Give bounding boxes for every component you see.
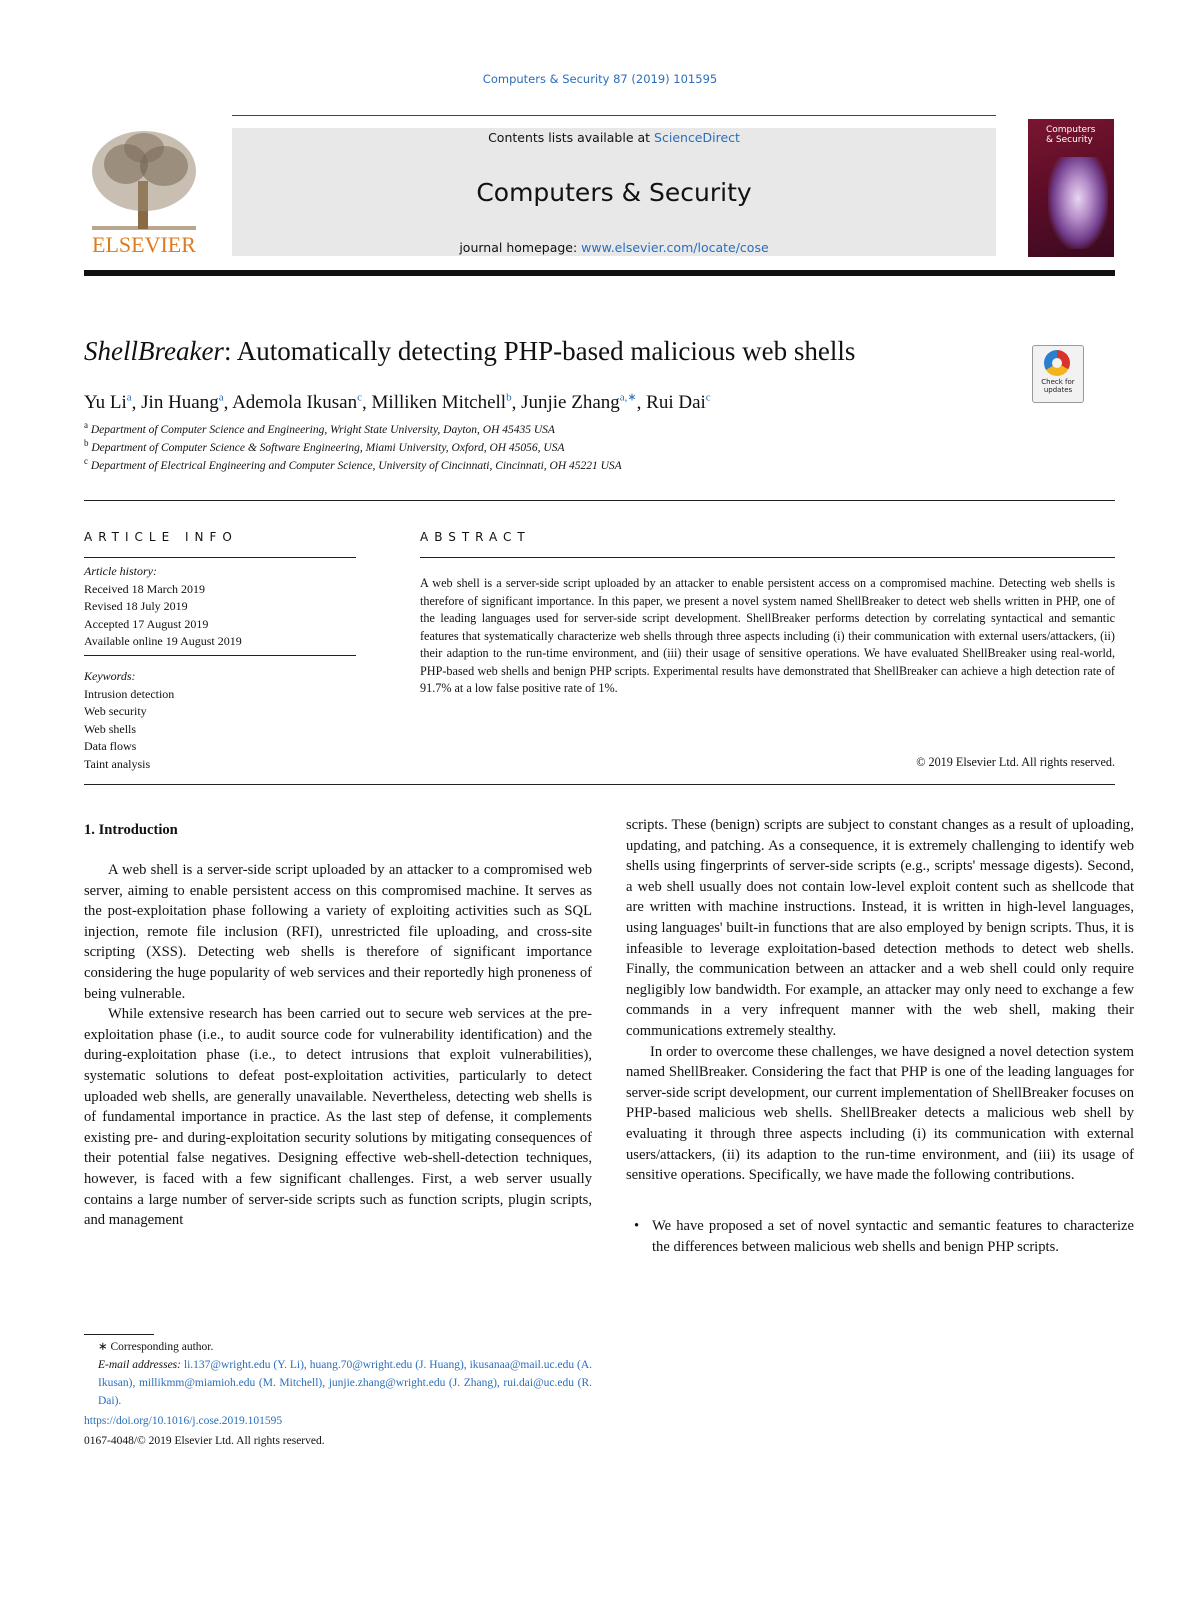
info-rule: [84, 655, 356, 656]
section-rule: [84, 500, 1115, 501]
article-info-heading: ARTICLE INFO: [84, 530, 238, 544]
email-addresses: [84, 1356, 592, 1410]
keywords-label: Keywords:: [84, 669, 136, 683]
paragraph: While extensive research has been carried out to secure web services at the pre-exploitation phase (i.e., to audit source code for vulnerability identification) and the during-exploitation phase (i.e., to detect intrusions that exploit vulnerabilities), systematic solutions to defeat post-exploitation activities, particularly to detect uploaded web shells, are generally unavailable. Nevertheless, detecting web shells is of fundamental importance in practice. As the last step of defense, it complements existing pre- and during-exploitation security solutions by mitigating consequences of their potential false negatives. Designing effective web-shell-detection techniques, however, is faced with a few significant challenges. First, a web server usually contains a large number of server-side scripts such as function scripts, plugin scripts, and management: [84, 1006, 592, 1229]
paper-title: [84, 336, 855, 367]
body-column-right: [626, 815, 1134, 1186]
header-thick-rule: [84, 270, 1115, 276]
homepage-link[interactable]: www.elsevier.com/locate/cose: [581, 240, 769, 255]
bullet-text: We have proposed a set of novel syntactic and semantic features to characterize the differences between malicious web shells and benign PHP scripts.: [652, 1218, 1134, 1255]
author[interactable]: Ademola Ikusan$^c$: [232, 392, 363, 414]
title-rest: : Automatically detecting PHP-based malicious web shells: [223, 336, 856, 366]
abstract-rule: [420, 557, 1115, 558]
title-italic: ShellBreaker: [84, 336, 224, 366]
check-updates-label: Check for updates: [1041, 378, 1075, 394]
footnotes: [84, 1338, 592, 1410]
author[interactable]: Rui Dai$^c$: [646, 392, 711, 414]
footnote-rule: [84, 1334, 154, 1335]
abstract-copyright: © 2019 Elsevier Ltd. All rights reserved.: [916, 755, 1115, 769]
check-for-updates-badge[interactable]: [1032, 345, 1084, 403]
contribution-bullet: [634, 1216, 1134, 1257]
elsevier-logo: [84, 126, 204, 258]
keywords: [84, 668, 174, 773]
keyword: Data flows: [84, 739, 137, 753]
publisher-name: ELSEVIER: [92, 232, 196, 257]
affiliation: $^a$ Department of Computer Science and Engineering, Wright State University, Dayton, OH 45435 USA: [84, 420, 555, 436]
paragraph: scripts. These (benign) scripts are subject to constant changes as a result of uploading, updating, and patching. As a consequence, it is extremely challenging to identify web shells using fingerprints of server-side scripts (e.g., scripts' message digests). Second, a web shell usually does not contain low-level exploit content such as shellcode that are written with machine instructions. Instead, it is written in high-level languages, using languages' built-in functions that are also employed by benign scripts. Thus, it is infeasible to leverage exploitation-based detection methods to detect web shells. Finally, the communication between an attacker and a web shell could only require negligibly low bandwidth. For example, an attacker may only need to exchange a few commands in a very infrequent manner with the web shell, making their communications extremely stealthy.: [626, 817, 1134, 1039]
author[interactable]: Milliken Mitchell$^b$: [371, 392, 512, 414]
cover-artwork: [1048, 157, 1108, 249]
homepage-prefix: journal homepage:: [459, 240, 582, 255]
paragraph: A web shell is a server-side script uploaded by an attacker to a compromised web server, aiming to enable persistent access on this compromised machine. It serves as the post-exploitation phase following a variety of exploiting activities such as SQL injection, remote file inclusion (RFI), unrestricted file uploading, and cross-site scripting (XSS). Detecting web shells is therefore of significant importance considering the huge popularity of web services and their reportedly high proneness of being vulnerable.: [84, 862, 592, 1002]
keyword: Intrusion detection: [84, 686, 175, 701]
section-heading: 1. Introduction: [84, 822, 178, 838]
journal-cover: [1028, 119, 1114, 257]
email-list[interactable]: li.137@wright.edu (Y. Li), huang.70@wright.edu (J. Huang), ikusanaa@mail.uc.edu (A. Ikusan), millikmm@miamioh.edu (M. Mitchell), junjie.zhang@wright.edu (J. Zhang), rui.dai@uc.edu (R. Dai).: [98, 1359, 592, 1407]
body-column-left: [84, 860, 592, 1231]
keyword: Taint analysis: [84, 756, 151, 771]
sciencedirect-link[interactable]: ScienceDirect: [654, 130, 740, 145]
paragraph: In order to overcome these challenges, we have designed a novel detection system named ShellBreaker. Considering the fact that PHP is one of the leading languages for server-side script development, our current implementation of ShellBreaker focuses on PHP-based malicious web shells. ShellBreaker detects a malicious web shell by evaluating it through three aspects including (i) its communication with external users/attackers, (ii) its adaption to the run-time environment, and (iii) its usage of sensitive operations. Specifically, we have made the following contributions.: [626, 1043, 1134, 1184]
history-item: Received 18 March 2019: [84, 581, 205, 596]
issn-line: 0167-4048/© 2019 Elsevier Ltd. All rights reserved.: [84, 1435, 325, 1447]
section-rule: [84, 784, 1115, 785]
check-updates-icon: [1044, 350, 1070, 376]
affiliation: $^b$ Department of Computer Science & Software Engineering, Miami University, Oxford, OH 45056, USA: [84, 438, 565, 454]
journal-reference[interactable]: Computers & Security 87 (2019) 101595: [482, 72, 718, 86]
history-item: Revised 18 July 2019: [84, 599, 188, 613]
header-rule: [232, 115, 996, 116]
elsevier-tree-icon: [84, 126, 204, 258]
abstract-text: A web shell is a server-side script uploaded by an attacker to enable persistent access on a compromised machine. Detecting web shells is therefore of significant importance. In this paper, we present a novel system named ShellBreaker to detect web shells written in PHP, one of the leading languages used for server-side script development. ShellBreaker performs detection by correlating syntactical and semantic features that systematically characterize web shells through three aspects including (i) their communication with external users/attackers, (ii) their adaption to the run-time environment, and (iii) their usage of sensitive operations. We have evaluated ShellBreaker using real-world, PHP-based web shells and benign PHP scripts. Experimental results have demonstrated that ShellBreaker can achieve a high detection rate of 91.7% at a low false positive rate of 1%.: [420, 576, 1115, 695]
history-item: Accepted 17 August 2019: [84, 616, 209, 631]
info-rule: [84, 557, 356, 558]
corresponding-author-note: ∗ Corresponding author.: [98, 1341, 214, 1353]
contents-prefix: Contents lists available at: [488, 130, 655, 145]
keyword: Web security: [84, 704, 147, 718]
author[interactable]: Yu Li$^a$: [84, 392, 132, 414]
history-label: Article history:: [84, 564, 157, 578]
contents-line: [232, 130, 996, 145]
journal-title: Computers & Security: [476, 178, 752, 207]
article-history: [84, 563, 242, 651]
keyword: Web shells: [84, 721, 137, 736]
author[interactable]: Junjie Zhang$^{a,∗}$: [521, 392, 637, 414]
affiliation: $^c$ Department of Electrical Engineering and Computer Science, University of Cincinnati, Cincinnati, OH 45221 USA: [84, 456, 622, 472]
author[interactable]: Jin Huang$^a$: [141, 392, 224, 414]
cover-title: Computers & Security: [1046, 125, 1096, 145]
history-item: Available online 19 August 2019: [84, 634, 242, 648]
homepage-line: [232, 240, 996, 255]
abstract-heading: ABSTRACT: [420, 530, 531, 544]
email-label: E-mail addresses:: [98, 1359, 181, 1371]
bullet-icon: •: [634, 1218, 640, 1234]
doi-link[interactable]: https://doi.org/10.1016/j.cose.2019.101595: [84, 1415, 283, 1427]
author-list: Yu Li$^a$, Jin Huang$^a$, Ademola Ikusan$^c$, Milliken Mitchell$^b$, Junjie Zhang$^{a,∗}$, Rui Dai$^c$: [84, 392, 711, 414]
